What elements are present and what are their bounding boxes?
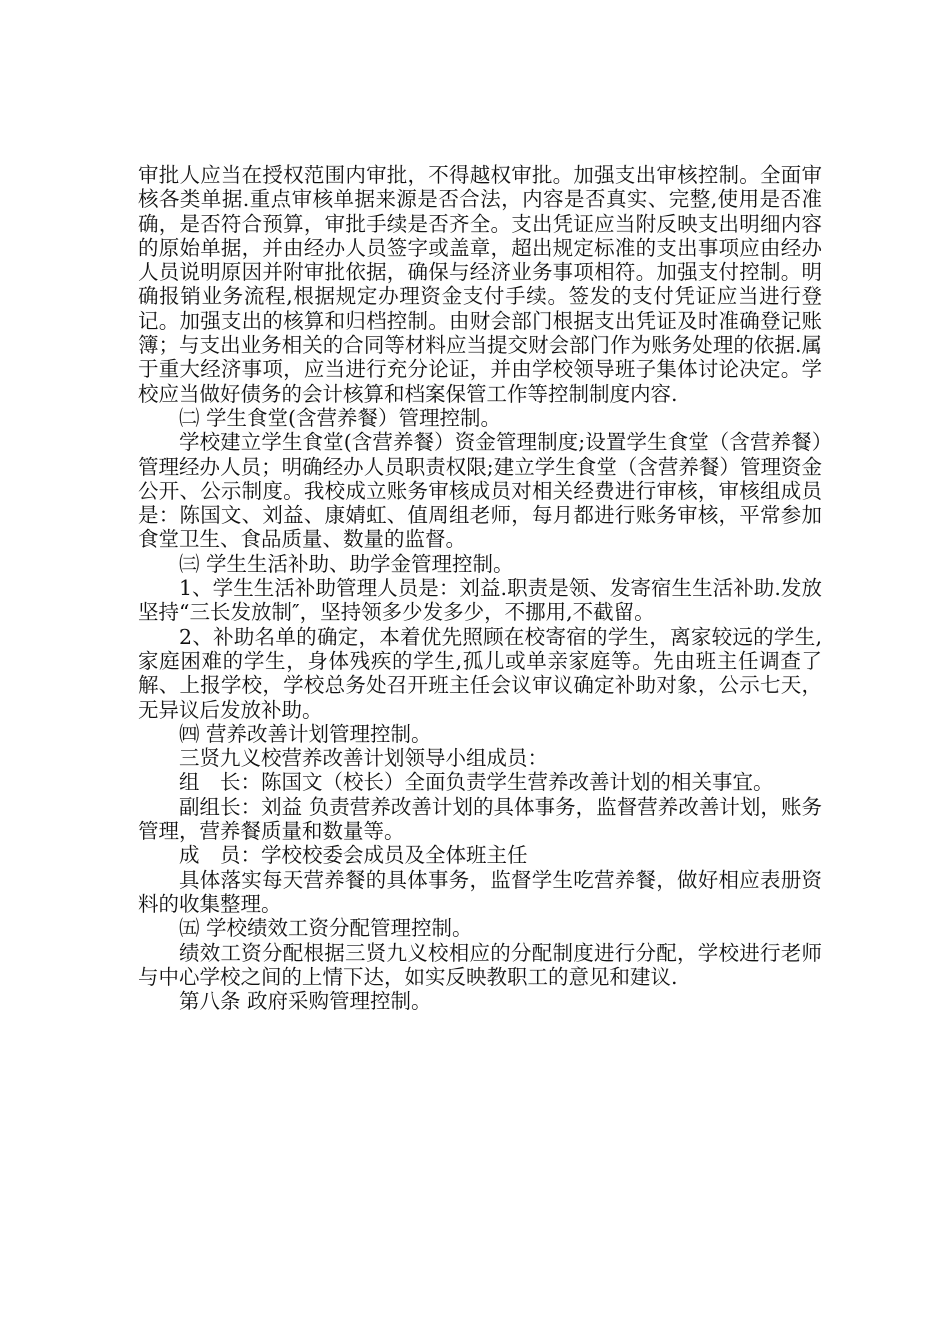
heading-article-eight: 第八条 政府采购管理控制。 (179, 989, 432, 1014)
paragraph-deputy-leader: 副组长：刘益 负责营养改善计划的具体事务，监督营养改善计划，账务管理，营养餐质量和数量等。 (138, 794, 822, 844)
paragraph-subsidy-list: 2、补助名单的确定，本着优先照顾在校寄宿的学生，离家较远的学生,家庭困难的学生，身体残疾的学生,孤儿或单亲家庭等。先由班主任调查了解、上报学校，学校总务处召开班主任会议审议确定补助对象，公示七天，无异议后发放补助。 (138, 624, 822, 722)
paragraph-group-leader: 组 长：陈国文（校长）全面负责学生营养改善计划的相关事宜。 (179, 770, 774, 795)
paragraph-performance-pay: 绩效工资分配根据三贤九义校相应的分配制度进行分配，学校进行老师与中心学校之间的上情下达，如实反映教职工的意见和建议. (138, 940, 822, 989)
paragraph-members-duties: 具体落实每天营养餐的具体事务，监督学生吃营养餐，做好相应表册资料的收集整理。 (138, 867, 822, 916)
paragraph-members: 成 员：学校校委会成员及全体班主任 (179, 843, 528, 868)
heading-performance-pay: ㈤ 学校绩效工资分配管理控制。 (179, 916, 473, 941)
paragraph-subsidy-staff: 1、学生生活补助管理人员是：刘益.职责是领、发寄宿生生活补助.发放坚持“三长发放制″，坚持领多少发多少，不挪用,不截留。 (138, 576, 822, 625)
heading-nutrition-control: ㈣ 营养改善计划管理控制。 (179, 721, 432, 746)
paragraph-nutrition-group: 三贤九义校营养改善计划领导小组成员： (179, 746, 548, 771)
document-body (138, 163, 822, 1013)
paragraph-canteen-management: 学校建立学生食堂(含营养餐）资金管理制度;设置学生食堂（含营养餐）管理经办人员；明确经办人员职责权限;建立学生食堂（含营养餐）管理资金公开、公示制度。我校成立账务审核成员对相关经费进行审核，审核组成员是：陈国文、刘益、康婧虹、值周组老师，每月都进行账务审核，平常参加食堂卫生、食品质量、数量的监督。 (138, 430, 822, 552)
heading-canteen-control: ㈡ 学生食堂(含营养餐）管理控制。 (179, 405, 502, 430)
heading-subsidy-control: ㈢ 学生生活补助、助学金管理控制。 (179, 551, 514, 576)
paragraph-expenditure-control: 审批人应当在授权范围内审批，不得越权审批。加强支出审核控制。全面审核各类单据.重点审核单据来源是否合法，内容是否真实、完整,使用是否准确，是否符合预算，审批手续是否齐全。支出凭证应当附反映支出明细内容的原始单据，并由经办人员签字或盖章，超出规定标准的支出事项应由经办人员说明原因并附审批依据，确保与经济业务事项相符。加强支付控制。明确报销业务流程,根据规定办理资金支付手续。签发的支付凭证应当进行登记。加强支出的核算和归档控制。由财会部门根据支出凭证及时准确登记账簿；与支出业务相关的合同等材料应当提交财会部门作为账务处理的依据.属于重大经济事项，应当进行充分论证，并由学校领导班子集体讨论决定。学校应当做好债务的会计核算和档案保管工作等控制制度内容. (138, 163, 822, 406)
